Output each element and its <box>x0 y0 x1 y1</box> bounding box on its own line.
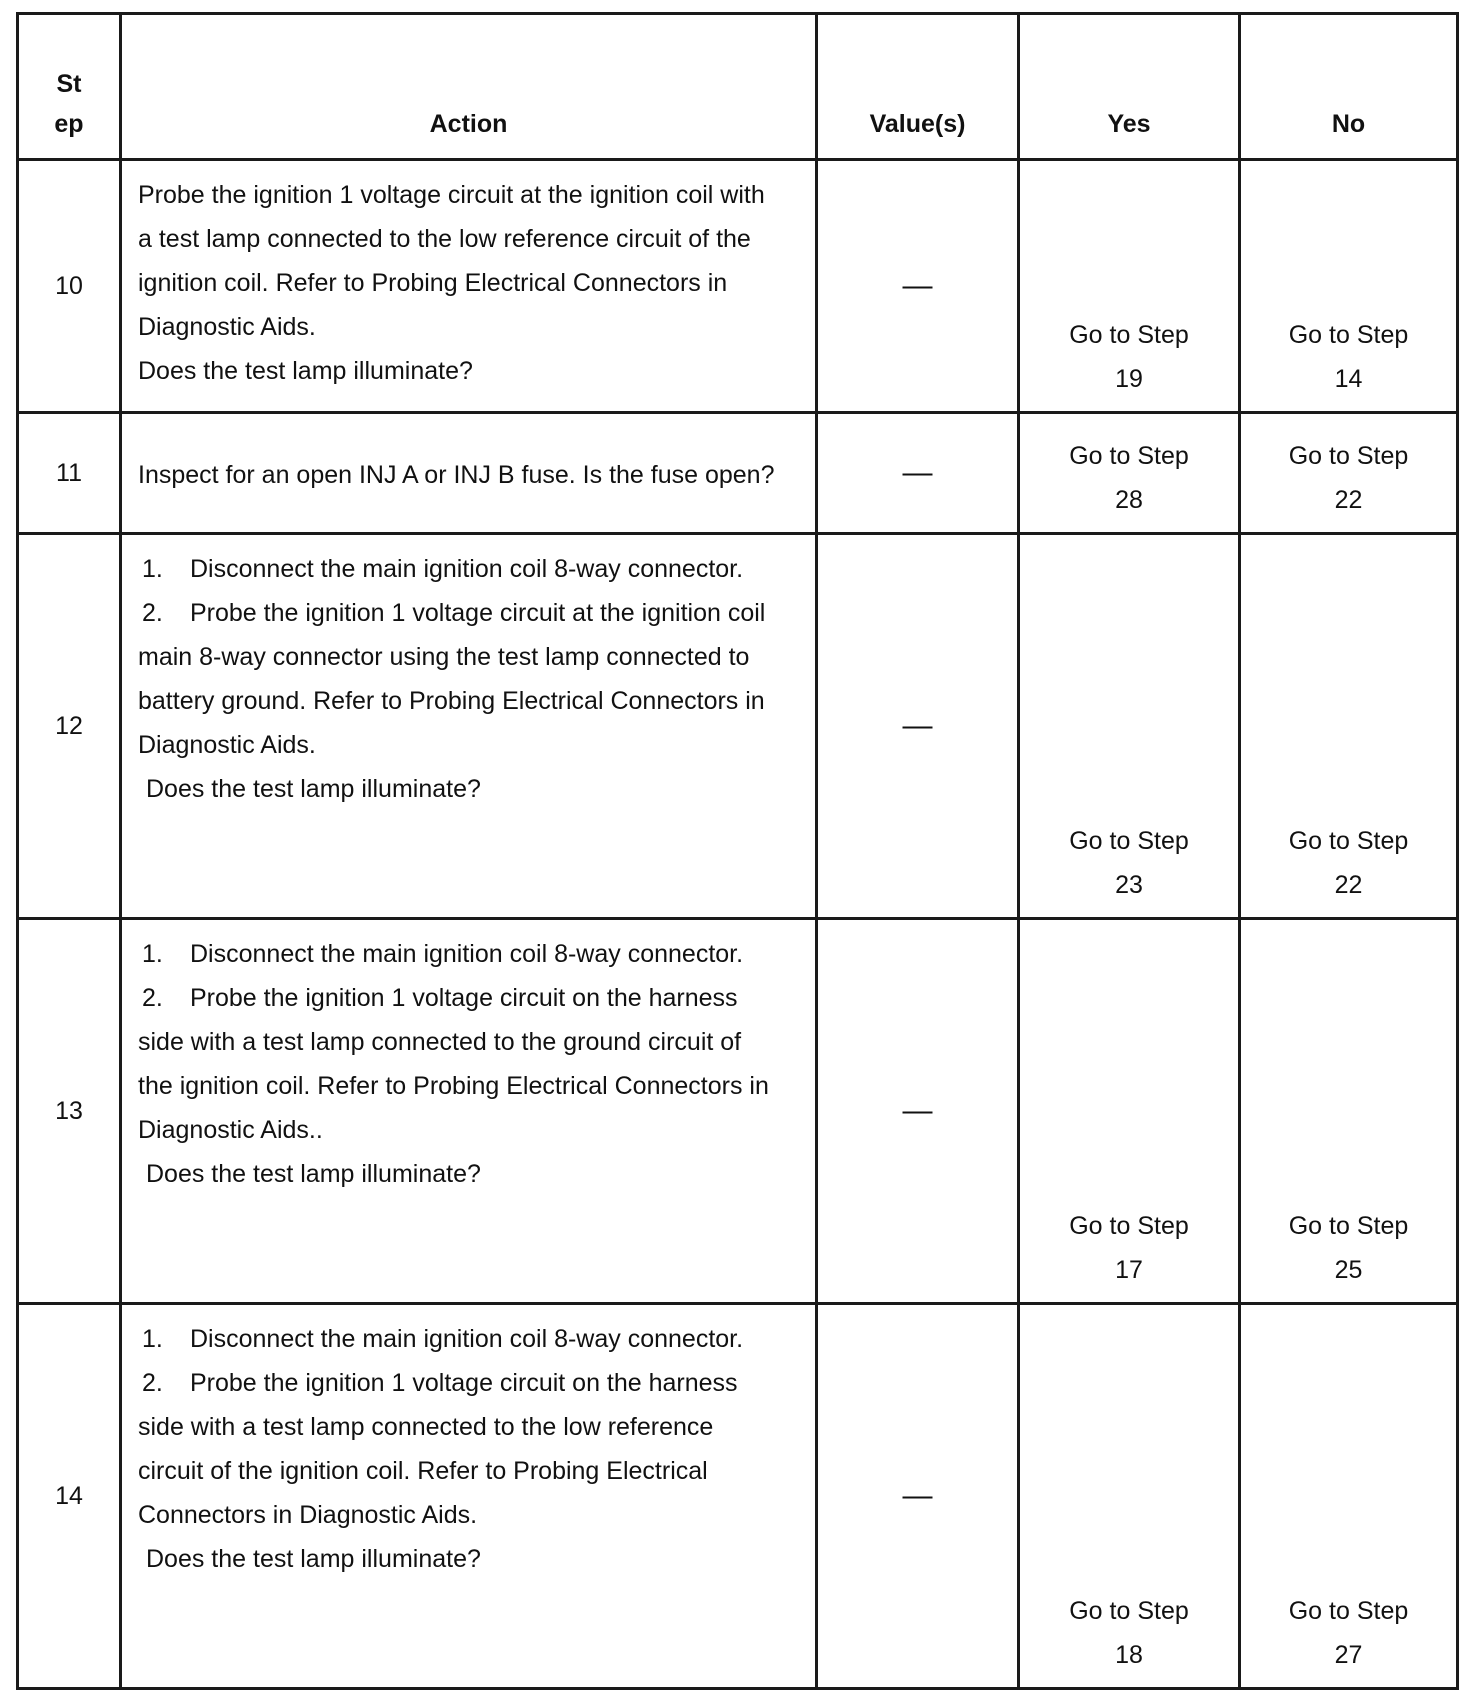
action-question: Does the test lamp illuminate? <box>146 1545 481 1573</box>
no-cell: Go to Step 22 <box>1240 413 1458 534</box>
table-row <box>18 534 1458 919</box>
action-question: Does the test lamp illuminate? <box>146 1160 481 1188</box>
diagnostic-table <box>16 12 1459 1690</box>
step-number: 12 <box>18 534 121 919</box>
step-number: 14 <box>18 1304 121 1689</box>
list-item: 1. Disconnect the main ignition coil 8-way connector. <box>142 940 744 968</box>
no-cell: Go to Step 14 <box>1240 160 1458 413</box>
table-row <box>18 160 1458 413</box>
list-item: 2. Probe the ignition 1 voltage circuit on the harness side with a test lamp connected to the low reference circuit of the ignition coil. Refer to Probing Electrical Connectors in Diagnostic Aids. <box>138 1369 738 1529</box>
no-header: No <box>1240 14 1458 160</box>
yes-cell: Go to Step 23 <box>1019 534 1240 919</box>
values-header: Value(s) <box>817 14 1019 160</box>
value-cell: — <box>817 160 1019 413</box>
table-row <box>18 413 1458 534</box>
action-cell <box>121 534 817 919</box>
no-cell: Go to Step 22 <box>1240 534 1458 919</box>
value-cell: — <box>817 534 1019 919</box>
yes-cell: Go to Step 19 <box>1019 160 1240 413</box>
list-item: 1. Disconnect the main ignition coil 8-way connector. <box>142 1325 744 1353</box>
value-cell: — <box>817 413 1019 534</box>
action-question: Does the test lamp illuminate? <box>146 775 481 803</box>
no-cell: Go to Step 25 <box>1240 919 1458 1304</box>
value-cell: — <box>817 919 1019 1304</box>
yes-cell: Go to Step 28 <box>1019 413 1240 534</box>
header-row <box>18 14 1458 160</box>
yes-header: Yes <box>1019 14 1240 160</box>
list-item: 1. Disconnect the main ignition coil 8-way connector. <box>142 555 744 583</box>
action-cell <box>121 1304 817 1689</box>
action-question: Does the test lamp illuminate? <box>138 357 473 385</box>
step-number: 10 <box>18 160 121 413</box>
table-row <box>18 1304 1458 1689</box>
action-text: Probe the ignition 1 voltage circuit at the ignition coil with a test lamp connected to the low reference circuit of the ignition coil. Refer to Probing Electrical Connectors in Diagnostic Aids. <box>138 181 765 341</box>
no-cell: Go to Step 27 <box>1240 1304 1458 1689</box>
yes-cell: Go to Step 17 <box>1019 919 1240 1304</box>
action-header: Action <box>121 14 817 160</box>
step-header: St ep <box>18 14 121 160</box>
step-number: 13 <box>18 919 121 1304</box>
yes-cell: Go to Step 18 <box>1019 1304 1240 1689</box>
table-row <box>18 919 1458 1304</box>
value-cell: — <box>817 1304 1019 1689</box>
list-item: 2. Probe the ignition 1 voltage circuit on the harness side with a test lamp connected to the ground circuit of the ignition coil. Refer to Probing Electrical Connectors in Diagnostic Aids.. <box>138 984 769 1144</box>
action-cell: Inspect for an open INJ A or INJ B fuse. Is the fuse open? <box>121 413 817 534</box>
list-item: 2. Probe the ignition 1 voltage circuit at the ignition coil main 8-way connector using the test lamp connected to battery ground. Refer to Probing Electrical Connectors in Diagnostic Aids. <box>138 599 766 759</box>
action-cell <box>121 919 817 1304</box>
action-cell <box>121 160 817 413</box>
step-number: 11 <box>18 413 121 534</box>
